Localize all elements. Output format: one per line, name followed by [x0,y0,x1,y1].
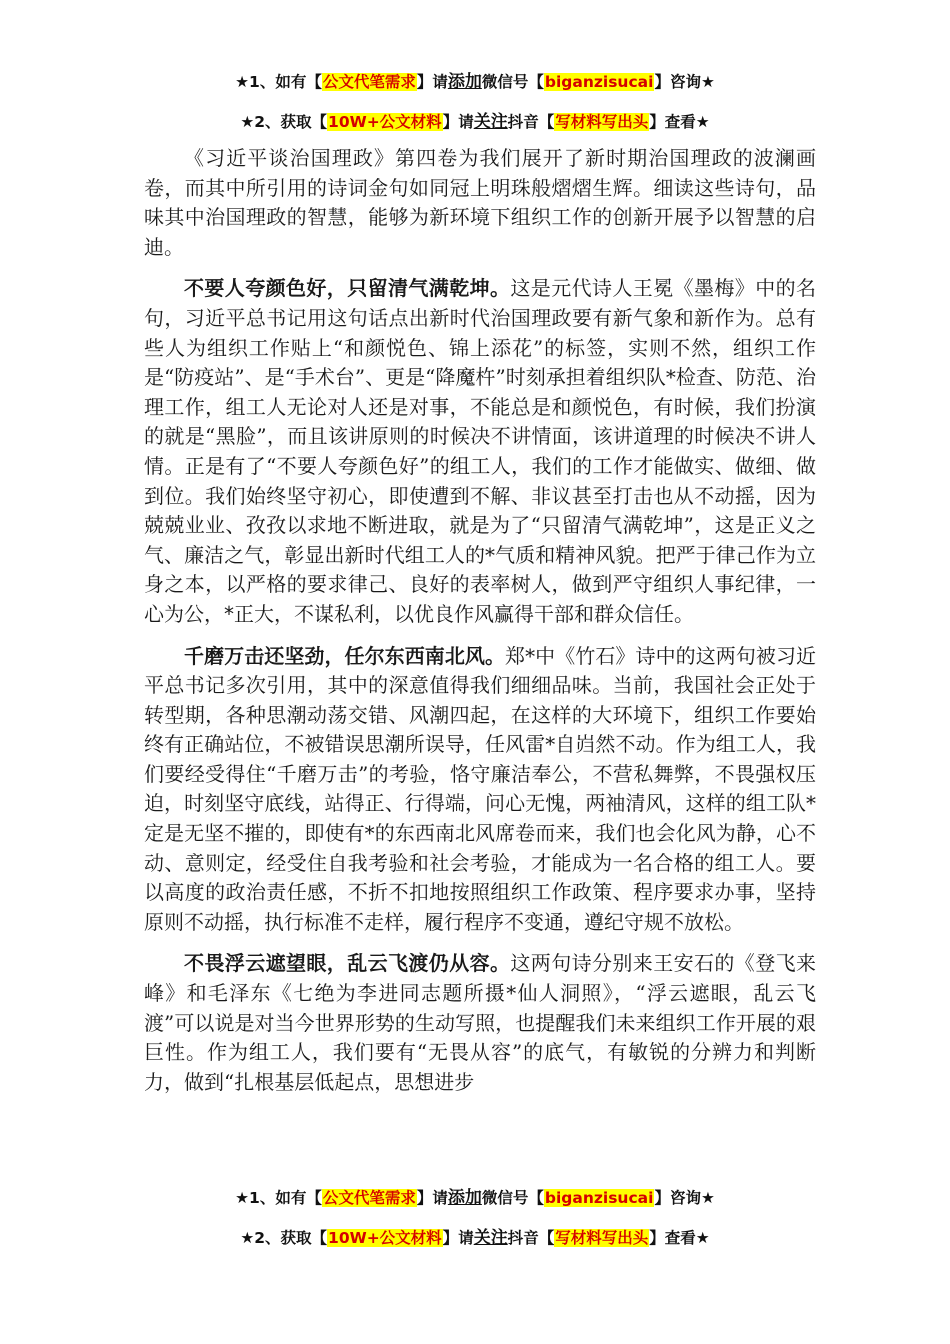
banner-text: ★1、如有【 [235,73,322,91]
highlight-text: 公文代笔需求 [322,73,416,91]
banner-text: ★2、获取【 [240,113,328,131]
paragraph-lead: 千磨万击还坚劲，任尔东西南北风。 [184,643,506,668]
douyin-id-highlight: 写材料写出头 [555,1229,649,1247]
promo-banner-bottom-line2 [0,1226,950,1250]
banner-text: 】查看★ [649,113,710,131]
banner-text: ★1、如有【 [235,1189,322,1207]
banner-text: 】查看★ [649,1229,710,1247]
promo-banner-bottom-line1 [0,1186,950,1210]
banner-text: 抖音【 [507,1229,555,1247]
emphasis-text: 添加 [447,72,482,92]
paragraph-text: 这是元代诗人王冕《墨梅》中的名句，习近平总书记用这句话点出新时代治国理政要有新气象和新作为。总有些人为组织工作贴上“和颜悦色、锦上添花”的标签，实则不然，组织工作是“防疫站”、是“手术台”、更是“降魔杵”时刻承担着组织队*检查、防范、治理工作，组工人无论对人还是对事，不能总是和颜悦色，有时候，我们扮演的就是“黑脸”，而且该讲原则的时候决不讲情面，该讲道理的时候决不讲人情。正是有了“不要人夸颜色好”的组工人，我们的工作才能做实、做细、做到位。我们始终坚守初心，即使遭到不解、非议甚至打击也从不动摇，因为兢兢业业、孜孜以求地不断进取，就是为了“只留清气满乾坤”，这是正义之气、廉洁之气，彰显出新时代组工人的*气质和精神风貌。 [144,276,817,567]
promo-banner-top-line1 [0,70,950,94]
highlight-text: 10W+公文材料 [328,1229,442,1247]
highlight-text: 公文代笔需求 [322,1189,416,1207]
paragraph-text: 这两句诗分别来王安石的《登飞来峰》和毛泽东《七绝为李进同志题所摄*仙人洞照》，“浮云遮眼，乱云飞渡”可以说是对当今世界形势的生动写照，也提醒我们未来组织工作开展的艰巨性。作为组工人，我们要有“无畏从容”的底气，有敏锐的分辨力和判断力，做到“扎根基层低起点，思想进步 [144,951,817,1094]
banner-text: 】咨询★ [654,1189,715,1207]
banner-text: 】请 [442,1229,474,1247]
banner-text: 微信号【 [481,73,544,91]
paragraph-text: 《习近平谈治国理政》第四卷为我们展开了新时期治国理政的波澜画卷，而其中所引用的诗词金句如同冠上明珠般熠熠生辉。细读这些诗句，品味其中治国理政的智慧，能够为新环境下组织工作的创新开展予以智慧的启迪。 [144,146,816,259]
emphasis-text: 关注 [473,112,508,132]
wechat-id-highlight: biganzisucai [544,73,654,91]
paragraph-lead: 不畏浮云遮望眼，乱云飞渡仍从容。 [184,951,511,976]
promo-banner-top-line2 [0,110,950,134]
paragraph-mo-mei [144,274,816,629]
banner-text: 】请 [416,73,448,91]
banner-text: 微信号【 [481,1189,544,1207]
document-body [144,144,816,1109]
paragraph-text: 郑*中《竹石》诗中的这两句被习近平总书记多次引用，其中的深意值得我们细细品味。当前，我国社会正处于转型期，各种思潮动荡交错、风潮四起，在这样的大环境下，组织工作要始终有正确站位，不被错误思潮所误导，任风雷*自岿然不动。作为组工人，我们要经受得住“千磨万击”的考验，恪守廉洁奉公，不营私舞弊，不畏强权压迫，时刻坚守底线，站得正、行得端，问心无愧，两袖清风，这样的组工队*定是无坚不摧的，即使有*的东西南北风席卷而来，我们也会化风为静，心不动、意则定，经受住自我考验和社会考验，才能成为一名合格的组工人。 [144,643,817,875]
paragraph-fu-yun [144,949,816,1097]
emphasis-text: 关注 [473,1228,508,1248]
paragraph-tail: 把严于律己作为立身之本，以严格的要求律己、良好的表率树人，做到严守组织人事纪律，一心为公，*正大，不谋私利，以优良作风赢得干部和群众信任。 [144,542,817,626]
paragraph-intro [144,144,816,262]
banner-text: 】请 [442,113,474,131]
banner-text: 】请 [416,1189,448,1207]
paragraph-zhu-shi [144,642,816,938]
banner-text: 】咨询★ [654,73,715,91]
douyin-id-highlight: 写材料写出头 [555,113,649,131]
highlight-text: 10W+公文材料 [328,113,442,131]
paragraph-tail: 要以高度的政治责任感，不折不扣地按照组织工作政策、程序要求办事，坚持原则不动摇，执行标准不走样，履行程序不变通，遵纪守规不放松。 [144,850,816,934]
banner-text: 抖音【 [507,113,555,131]
paragraph-lead: 不要人夸颜色好，只留清气满乾坤。 [184,276,511,301]
banner-text: ★2、获取【 [240,1229,328,1247]
emphasis-text: 添加 [447,1188,482,1208]
wechat-id-highlight: biganzisucai [544,1189,654,1207]
